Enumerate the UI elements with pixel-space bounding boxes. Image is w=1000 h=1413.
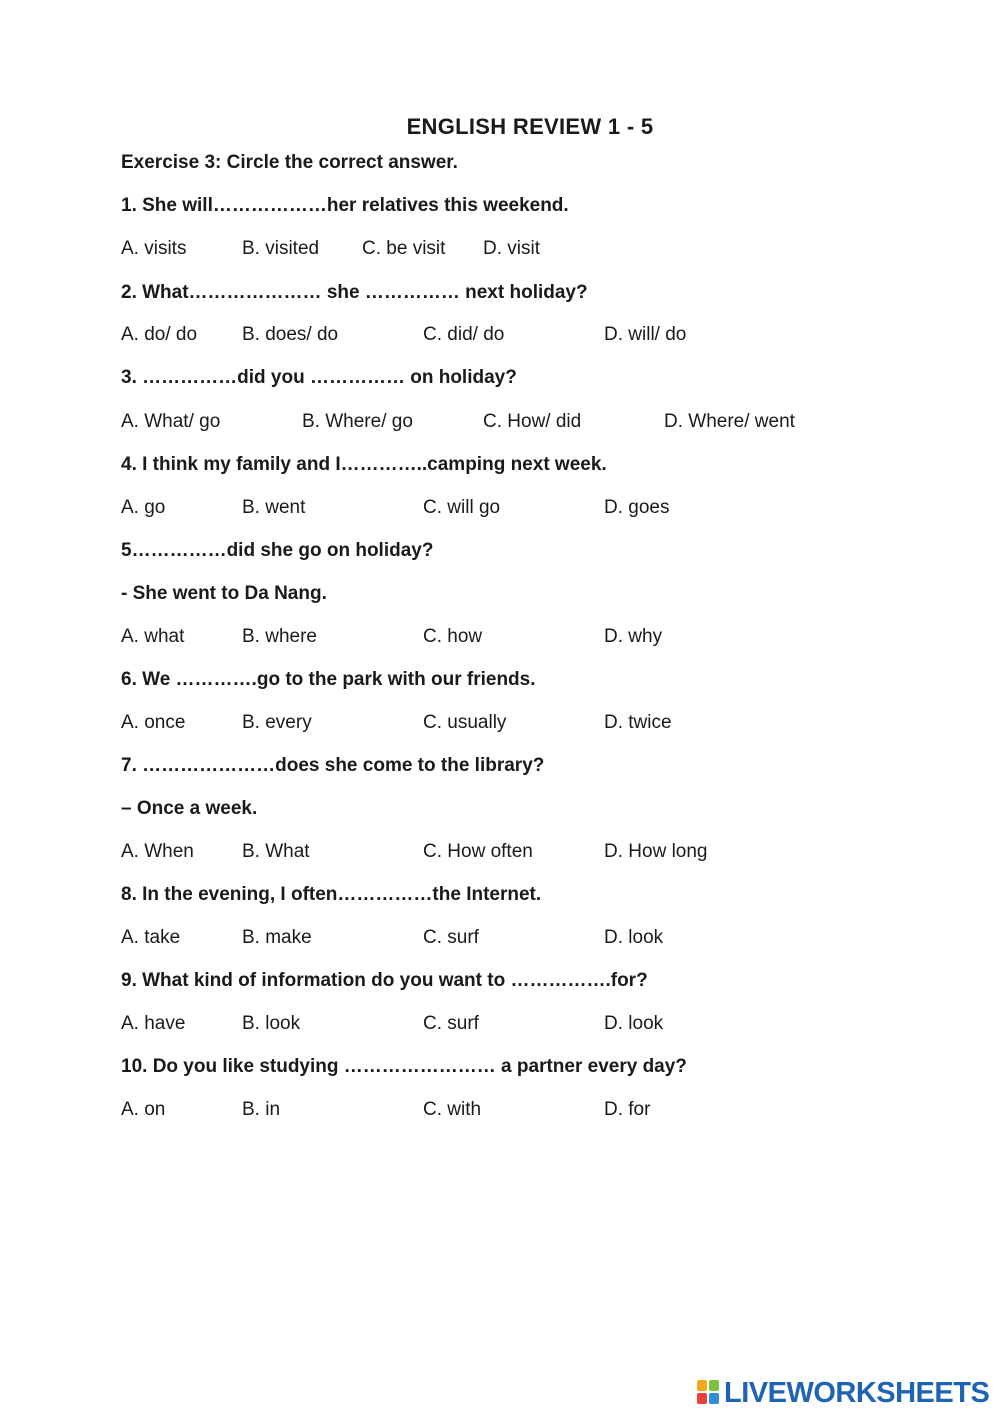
question-6: 6. We ………….go to the park with our friends. [121,669,536,690]
option-b[interactable]: B. make [242,927,312,948]
answer-hint-7: – Once a week. [121,798,258,819]
option-d[interactable]: D. will/ do [604,324,687,345]
question-9: 9. What kind of information do you want to …………….for? [121,970,648,991]
option-d[interactable]: D. goes [604,497,670,518]
option-a[interactable]: A. have [121,1013,186,1034]
option-c[interactable]: C. with [423,1099,482,1120]
question-3: 3. ……………did you …………… on holiday? [121,367,517,388]
page-title: ENGLISH REVIEW 1 - 5 [406,114,654,139]
option-a[interactable]: A. on [121,1099,166,1120]
question-1: 1. She will………………her relatives this weekend. [121,195,569,216]
option-d[interactable]: D. for [604,1099,651,1120]
option-a[interactable]: A. What/ go [121,411,221,432]
option-b[interactable]: B. Where/ go [302,411,413,432]
question-10: 10. Do you like studying …………………… a partner every day? [121,1056,687,1077]
option-c[interactable]: C. will go [423,497,501,518]
option-a[interactable]: A. take [121,927,181,948]
option-a[interactable]: A. once [121,712,186,733]
option-a[interactable]: A. what [121,626,185,647]
option-d[interactable]: D. look [604,927,664,948]
option-d[interactable]: D. why [604,626,663,647]
option-d[interactable]: D. look [604,1013,664,1034]
option-c[interactable]: C. usually [423,712,507,733]
option-b[interactable]: B. in [242,1099,281,1120]
option-c[interactable]: C. surf [423,927,479,948]
options-1 [121,238,881,264]
option-c[interactable]: C. surf [423,1013,479,1034]
option-b[interactable]: B. every [242,712,312,733]
question-5: 5……………did she go on holiday? [121,540,434,561]
option-d[interactable]: D. twice [604,712,672,733]
logo-text: LIVEWORKSHEETS [724,1376,990,1409]
option-c[interactable]: C. how [423,626,483,647]
option-a[interactable]: A. do/ do [121,324,198,345]
option-a[interactable]: A. visits [121,238,187,259]
option-c[interactable]: C. did/ do [423,324,505,345]
options-9 [121,1013,881,1039]
options-2 [121,324,881,350]
question-7: 7. …………………does she come to the library? [121,755,545,776]
option-b[interactable]: B. visited [242,238,320,259]
option-b[interactable]: B. does/ do [242,324,339,345]
options-6 [121,712,881,738]
answer-hint-5: - She went to Da Nang. [121,583,327,604]
exercise-instruction: Exercise 3: Circle the correct answer. [121,152,458,173]
option-c[interactable]: C. How often [423,841,533,862]
option-a[interactable]: A. go [121,497,166,518]
option-d[interactable]: D. How long [604,841,708,862]
options-5 [121,626,881,652]
option-a[interactable]: A. When [121,841,194,862]
liveworksheets-logo-icon [697,1380,721,1406]
question-2: 2. What………………… she …………… next holiday? [121,282,588,303]
option-b[interactable]: B. What [242,841,310,862]
options-7 [121,841,881,867]
option-b[interactable]: B. went [242,497,306,518]
liveworksheets-logo[interactable] [697,1378,989,1408]
option-d[interactable]: D. visit [483,238,540,259]
option-b[interactable]: B. look [242,1013,301,1034]
option-b[interactable]: B. where [242,626,317,647]
option-c[interactable]: C. How/ did [483,411,582,432]
options-10 [121,1099,881,1125]
question-8: 8. In the evening, I often……………the Internet. [121,884,542,905]
options-8 [121,927,881,953]
option-c[interactable]: C. be visit [362,238,446,259]
question-4: 4. I think my family and I…………..camping next week. [121,454,607,475]
options-3 [121,411,881,437]
option-d[interactable]: D. Where/ went [664,411,795,432]
options-4 [121,497,881,523]
